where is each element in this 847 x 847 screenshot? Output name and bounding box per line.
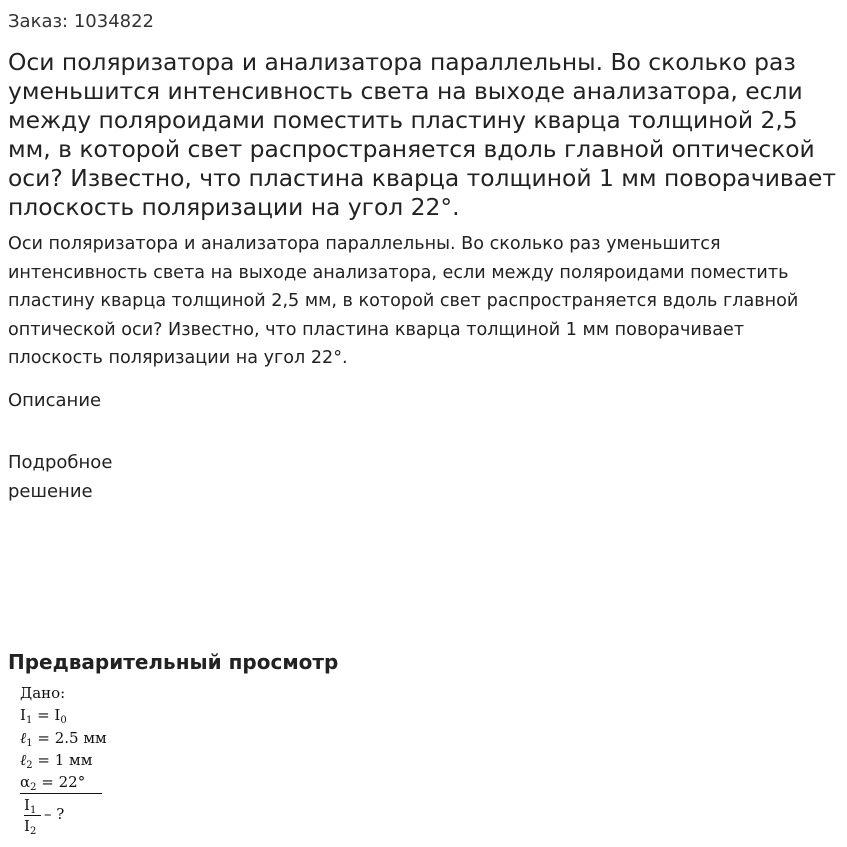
preview-given-intensity: $I_1 = I_0$ (20, 706, 67, 726)
page-title: Оси поляризатора и анализатора параллельны. Во сколько раз уменьшится интенсивность света на выходе анализатора, если между поляроидами поместить пластину кварца толщиной 2,5 мм, в которой свет распространяется вдоль главной оптической оси? Известно, что пластина кварца толщиной 1 мм поворачивает плоскость поляризации на угол 22°. (8, 48, 837, 221)
preview-given-thickness-1: ℓ$_1$ = 2.5 мм (20, 729, 107, 749)
order-number-line (8, 11, 154, 33)
tab-description[interactable]: Описание (8, 390, 102, 411)
preview-heading: Предварительный просмотр (8, 650, 339, 674)
preview-given-thickness-2: ℓ$_2$ = 1 мм (20, 751, 93, 771)
fraction-denominator: $I_2$ (24, 817, 37, 837)
order-label: Заказ: (8, 11, 69, 32)
fraction-bar (24, 815, 41, 816)
preview-question-mark: – ? (44, 805, 65, 823)
preview-given-label: Дано: (20, 684, 66, 702)
order-number: 1034822 (73, 11, 155, 32)
task-description: Оси поляризатора и анализатора параллельны. Во сколько раз уменьшится интенсивность света на выходе анализатора, если между поляроидами поместить пластину кварца толщиной 2,5 мм, в которой свет распространяется вдоль главной оптической оси? Известно, что пластина кварца толщиной 1 мм поворачивает плоскость поляризации на угол 22°. (8, 234, 799, 369)
fraction-numerator: $I_1$ (24, 796, 37, 816)
solution-preview-image (20, 684, 160, 844)
preview-given-angle: $\alpha_2 = 22^\circ$ (20, 773, 86, 793)
preview-given-divider (20, 793, 102, 794)
tab-detailed-solution[interactable]: Подробное решение (8, 452, 113, 502)
